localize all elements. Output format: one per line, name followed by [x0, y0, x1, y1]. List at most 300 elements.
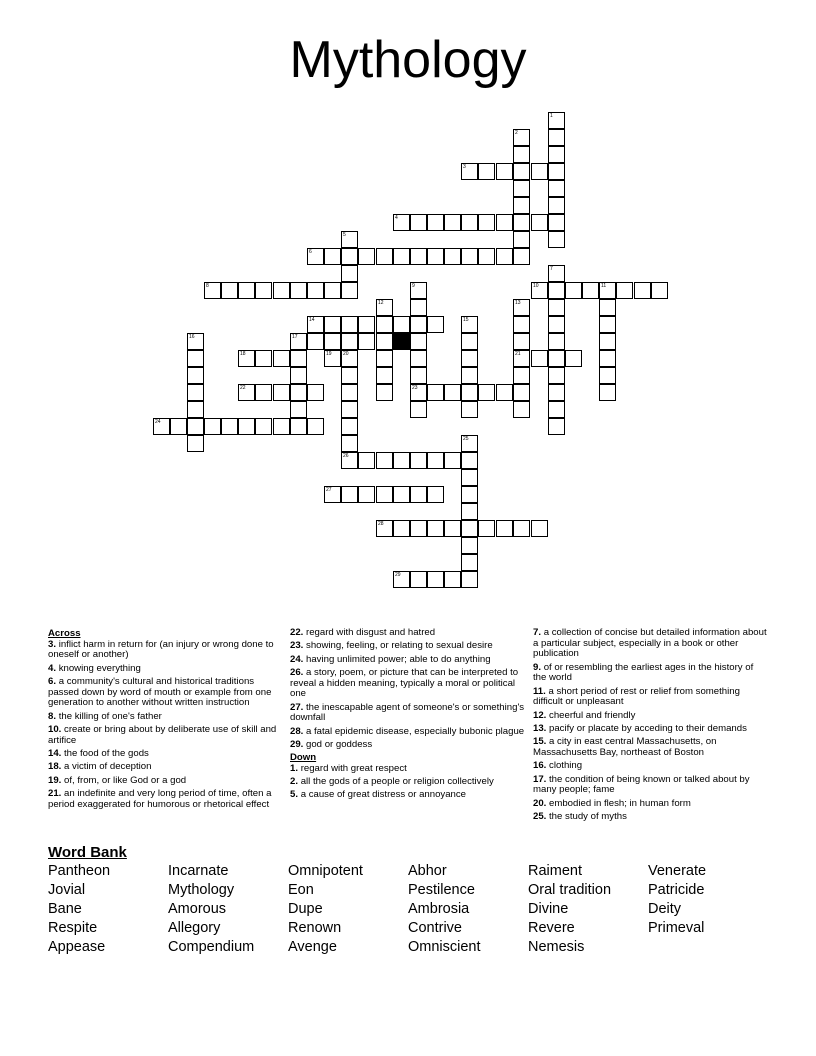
grid-cell[interactable] [461, 554, 478, 571]
grid-cell[interactable] [548, 180, 565, 197]
grid-cell[interactable] [341, 231, 358, 248]
grid-cell[interactable] [341, 367, 358, 384]
grid-cell[interactable] [565, 350, 582, 367]
clue-section-heading: Down [290, 752, 317, 764]
grid-cell[interactable] [461, 486, 478, 503]
clue-text: showing, feeling, or relating to sexual desire [306, 640, 493, 652]
grid-cell[interactable] [496, 248, 513, 265]
grid-cell[interactable] [341, 333, 358, 350]
grid-cell[interactable] [461, 367, 478, 384]
clue-number: 15 [463, 317, 469, 323]
grid-cell[interactable] [324, 350, 341, 367]
grid-cell[interactable] [496, 384, 513, 401]
clue-number: 10. [48, 724, 62, 735]
grid-cell[interactable] [341, 435, 358, 452]
grid-cell[interactable] [531, 350, 548, 367]
word-bank-item: Allegory [168, 920, 221, 936]
word-bank-item: Deity [648, 901, 682, 917]
grid-cell[interactable] [461, 384, 478, 401]
grid-cell[interactable] [238, 350, 255, 367]
grid-cell[interactable] [548, 418, 565, 435]
grid-cell[interactable] [341, 282, 358, 299]
grid-cell[interactable] [444, 214, 461, 231]
grid-cell[interactable] [599, 299, 616, 316]
clue-item [533, 737, 769, 758]
grid-cell[interactable] [393, 520, 410, 537]
grid-cell[interactable] [513, 384, 530, 401]
word-bank-item: Revere [528, 920, 575, 936]
grid-cell[interactable] [273, 282, 290, 299]
grid-cell[interactable] [461, 537, 478, 554]
grid-cell[interactable] [548, 367, 565, 384]
grid-cell[interactable] [496, 163, 513, 180]
clue-text: god or goddess [306, 738, 373, 750]
clue-number: 17 [292, 334, 298, 340]
grid-cell[interactable] [427, 520, 444, 537]
clue-number: 18 [240, 351, 246, 357]
grid-cell[interactable] [548, 384, 565, 401]
grid-cell[interactable] [513, 401, 530, 418]
clue-text: cheerful and friendly [549, 709, 636, 721]
grid-cell[interactable] [341, 452, 358, 469]
grid-cell[interactable] [461, 503, 478, 520]
clue-text: a collection of concise but detailed information about a particular subject, especially in a book or other publication [533, 627, 767, 660]
grid-cell[interactable] [204, 282, 221, 299]
grid-cell[interactable] [410, 282, 427, 299]
clue-text: all the gods of a people or religion collectively [300, 776, 494, 788]
clue-text: a fatal epidemic disease, especially bubonic plague [306, 725, 525, 737]
clue-number: 20 [343, 351, 349, 357]
word-bank-item: Pantheon [48, 863, 111, 879]
grid-cell[interactable] [531, 282, 548, 299]
grid-cell[interactable] [548, 282, 565, 299]
grid-cell[interactable] [410, 401, 427, 418]
clue-number: 16. [533, 760, 547, 772]
grid-cell[interactable] [599, 384, 616, 401]
grid-cell[interactable] [548, 112, 565, 129]
grid-cell[interactable] [341, 265, 358, 282]
grid-cell[interactable] [513, 146, 530, 163]
grid-cell[interactable] [307, 384, 324, 401]
word-bank-item: Compendium [168, 939, 255, 955]
grid-cell[interactable] [358, 486, 375, 503]
clue-number: 11 [601, 283, 607, 289]
grid-cell[interactable] [376, 367, 393, 384]
clue-number: 24 [155, 419, 161, 425]
clue-text: pacify or placate by acceding to their demands [549, 723, 747, 734]
grid-cell[interactable] [548, 129, 565, 146]
grid-cell[interactable] [461, 469, 478, 486]
grid-cell[interactable] [307, 418, 324, 435]
clue-number: 1 [550, 113, 553, 119]
grid-cell[interactable] [599, 333, 616, 350]
clue-text: a short period of rest or relief from something difficult or unpleasant [533, 685, 740, 708]
grid-cell[interactable] [187, 435, 204, 452]
clue-text: a story, poem, or picture that can be interpreted to reveal a hidden meaning, typically a moral or political one [290, 666, 519, 700]
clue-number: 23. [290, 640, 304, 652]
word-bank-item: Primeval [648, 920, 705, 936]
clue-text: inflict harm in return for (an injury or wrong done to oneself or another) [48, 638, 274, 661]
clue-text: clothing [549, 760, 583, 772]
grid-cell[interactable] [324, 282, 341, 299]
grid-cell[interactable] [444, 248, 461, 265]
grid-cell[interactable] [599, 350, 616, 367]
clue-number: 26. [290, 666, 304, 678]
clue-item [290, 740, 526, 751]
grid-cell[interactable] [290, 418, 307, 435]
clue-number: 3 [463, 164, 466, 170]
clue-text: a community's cultural and historical traditions passed down by word of mouth or example from one generation to another without written instruction [48, 676, 272, 709]
grid-cell[interactable] [341, 350, 358, 367]
grid-cell[interactable] [478, 384, 495, 401]
grid-cell[interactable] [513, 197, 530, 214]
grid-cell[interactable] [513, 163, 530, 180]
grid-cell[interactable] [410, 299, 427, 316]
grid-cell[interactable] [410, 248, 427, 265]
grid-cell[interactable] [376, 333, 393, 350]
word-bank-item: Oral tradition [528, 882, 612, 898]
word-bank-item: Ambrosia [408, 901, 470, 917]
word-bank-item: Divine [528, 901, 569, 917]
grid-cell[interactable] [410, 214, 427, 231]
grid-cell[interactable] [376, 299, 393, 316]
clue-text: the condition of being known or talked about by many people; fame [533, 773, 750, 796]
grid-cell[interactable] [255, 282, 272, 299]
grid-cell[interactable] [393, 316, 410, 333]
grid-cell[interactable] [599, 367, 616, 384]
grid-cell[interactable] [221, 418, 238, 435]
grid-cell[interactable] [478, 163, 495, 180]
word-bank-item: Incarnate [168, 863, 229, 879]
grid-cell[interactable] [548, 197, 565, 214]
grid-cell[interactable] [187, 333, 204, 350]
clue-item [290, 655, 526, 666]
grid-cell[interactable] [513, 316, 530, 333]
grid-cell[interactable] [461, 435, 478, 452]
grid-cell[interactable] [427, 452, 444, 469]
clue-number: 5 [343, 232, 346, 238]
grid-cell[interactable] [290, 384, 307, 401]
grid-cell[interactable] [427, 248, 444, 265]
grid-cell[interactable] [376, 452, 393, 469]
clue-number: 21. [48, 787, 62, 799]
grid-cell[interactable] [410, 367, 427, 384]
grid-cell[interactable] [548, 333, 565, 350]
grid-cell[interactable] [376, 486, 393, 503]
clue-item [48, 789, 284, 810]
clue-item [290, 628, 526, 639]
grid-cell[interactable] [255, 418, 272, 435]
grid-cell[interactable] [341, 401, 358, 418]
clue-item [290, 668, 526, 700]
grid-cell[interactable] [616, 282, 633, 299]
grid-cell[interactable] [461, 401, 478, 418]
grid-cell[interactable] [358, 333, 375, 350]
grid-cell[interactable] [273, 350, 290, 367]
grid-cell[interactable] [410, 452, 427, 469]
grid-cell[interactable] [461, 571, 478, 588]
clue-item [48, 640, 284, 661]
grid-cell[interactable] [238, 418, 255, 435]
grid-cell[interactable] [376, 248, 393, 265]
grid-cell[interactable] [410, 333, 427, 350]
grid-cell[interactable] [376, 316, 393, 333]
clue-number: 7. [533, 627, 542, 638]
grid-cell[interactable] [651, 282, 668, 299]
grid-cell[interactable] [427, 384, 444, 401]
grid-cell[interactable] [548, 265, 565, 282]
grid-cell[interactable] [358, 316, 375, 333]
grid-cell[interactable] [427, 571, 444, 588]
grid-cell[interactable] [461, 316, 478, 333]
clue-item [533, 775, 769, 796]
clue-item [290, 703, 526, 724]
grid-cell[interactable] [599, 316, 616, 333]
word-bank-item: Respite [48, 920, 98, 936]
grid-cell[interactable] [461, 163, 478, 180]
word-bank-item: Nemesis [528, 939, 585, 955]
clue-number: 9 [412, 283, 415, 289]
word-bank-item: Dupe [288, 901, 323, 917]
grid-cell[interactable] [513, 520, 530, 537]
clue-number: 3. [48, 638, 57, 650]
grid-cell[interactable] [255, 384, 272, 401]
grid-cell[interactable] [341, 316, 358, 333]
grid-cell[interactable] [478, 520, 495, 537]
grid-cell[interactable] [496, 520, 513, 537]
clue-text: the study of myths [549, 810, 627, 822]
clue-number: 21 [515, 351, 521, 357]
clue-number: 23 [412, 385, 418, 391]
grid-cell[interactable] [461, 520, 478, 537]
grid-cell[interactable] [513, 333, 530, 350]
grid-cell[interactable] [324, 333, 341, 350]
grid-cell[interactable] [427, 214, 444, 231]
grid-cell[interactable] [307, 333, 324, 350]
grid-cell[interactable] [548, 401, 565, 418]
grid-cell[interactable] [548, 299, 565, 316]
grid-cell[interactable] [548, 146, 565, 163]
clue-number: 29 [395, 572, 401, 578]
word-bank-item: Pestilence [408, 882, 475, 898]
clue-number: 2. [290, 776, 299, 788]
grid-cell[interactable] [513, 214, 530, 231]
word-bank-item: Avenge [288, 939, 337, 955]
grid-cell[interactable] [478, 214, 495, 231]
grid-cell[interactable] [273, 418, 290, 435]
grid-cell[interactable] [513, 299, 530, 316]
grid-cell[interactable] [548, 214, 565, 231]
grid-cell[interactable] [478, 248, 495, 265]
grid-cell[interactable] [410, 384, 427, 401]
grid-cell[interactable] [221, 282, 238, 299]
clue-number: 28. [290, 725, 304, 737]
grid-cell[interactable] [461, 248, 478, 265]
clue-text: the inescapable agent of someone's or something's downfall [290, 701, 525, 724]
word-bank-item: Raiment [528, 863, 582, 879]
clue-text: knowing everything [58, 662, 141, 674]
clue-item [48, 677, 284, 709]
word-bank-item: Eon [288, 882, 314, 898]
grid-cell[interactable] [393, 486, 410, 503]
grid-cell[interactable] [513, 350, 530, 367]
grid-cell[interactable] [290, 401, 307, 418]
clue-number: 14. [48, 748, 62, 759]
clue-number: 6. [48, 676, 57, 687]
grid-cell[interactable] [582, 282, 599, 299]
clue-item [290, 777, 526, 788]
grid-cell[interactable] [187, 350, 204, 367]
grid-cell[interactable] [548, 350, 565, 367]
grid-cell[interactable] [324, 486, 341, 503]
grid-cell[interactable] [393, 214, 410, 231]
grid-cell[interactable] [307, 282, 324, 299]
clue-item [290, 790, 526, 801]
grid-cell[interactable] [187, 401, 204, 418]
clue-text: having unlimited power; able to do anything [306, 653, 491, 665]
clue-number: 1. [290, 762, 299, 774]
grid-cell[interactable] [187, 384, 204, 401]
clue-item [533, 724, 769, 735]
grid-cell[interactable] [599, 282, 616, 299]
clue-number: 28 [378, 521, 384, 527]
clue-number: 4 [395, 215, 398, 221]
grid-cell[interactable] [290, 333, 307, 350]
clues-middle-column [290, 628, 526, 804]
grid-cell[interactable] [255, 350, 272, 367]
grid-cell[interactable] [341, 486, 358, 503]
grid-cell[interactable] [531, 520, 548, 537]
clue-text: of, from, or like God or a god [64, 774, 187, 786]
grid-cell[interactable] [238, 384, 255, 401]
grid-cell[interactable] [307, 248, 324, 265]
grid-cell[interactable] [290, 350, 307, 367]
clue-number: 12 [378, 300, 384, 306]
clue-text: the killing of one's father [58, 710, 162, 722]
clue-text: a victim of deception [64, 761, 152, 773]
clue-text: create or bring about by deliberate use of skill and artifice [48, 724, 277, 746]
word-bank-title: Word Bank [48, 844, 127, 861]
clue-text: regard with great respect [300, 762, 407, 774]
grid-cell[interactable] [187, 367, 204, 384]
grid-cell[interactable] [427, 316, 444, 333]
word-bank-item: Contrive [408, 920, 462, 936]
grid-cell[interactable] [273, 384, 290, 401]
clue-number: 4. [48, 662, 57, 674]
grid-cell[interactable] [531, 214, 548, 231]
grid-cell[interactable] [513, 129, 530, 146]
grid-cell[interactable] [341, 384, 358, 401]
grid-cell[interactable] [461, 350, 478, 367]
clue-item [290, 727, 526, 738]
grid-cell[interactable] [410, 316, 427, 333]
grid-cell[interactable] [358, 248, 375, 265]
clue-item [48, 664, 284, 675]
word-bank-item: Renown [288, 920, 342, 936]
grid-cell[interactable] [461, 214, 478, 231]
grid-cell[interactable] [444, 384, 461, 401]
grid-cell[interactable] [307, 316, 324, 333]
grid-cell[interactable] [461, 333, 478, 350]
clue-item [290, 764, 526, 775]
grid-cell[interactable] [341, 248, 358, 265]
clue-number: 25. [533, 810, 547, 822]
clue-item [533, 663, 769, 684]
grid-cell[interactable] [513, 367, 530, 384]
grid-cell[interactable] [376, 384, 393, 401]
grid-cell[interactable] [187, 418, 204, 435]
grid-cell[interactable] [513, 180, 530, 197]
grid-cell[interactable] [548, 163, 565, 180]
clues-down-column [533, 628, 769, 825]
clue-number: 8. [48, 710, 57, 722]
word-bank-item: Patricide [648, 882, 705, 898]
grid-cell[interactable] [341, 418, 358, 435]
grid-cell[interactable] [531, 163, 548, 180]
clue-text: of or resembling the earliest ages in the history of the world [533, 661, 754, 684]
clue-number: 7 [550, 266, 553, 272]
word-bank-item: Venerate [648, 863, 707, 879]
grid-cell[interactable] [427, 486, 444, 503]
grid-cell[interactable] [410, 486, 427, 503]
grid-cell[interactable] [204, 418, 221, 435]
clue-number: 6 [309, 249, 312, 255]
clue-number: 9. [533, 661, 542, 673]
grid-cell[interactable] [376, 350, 393, 367]
grid-cell[interactable] [548, 316, 565, 333]
grid-cell[interactable] [410, 520, 427, 537]
grid-cell[interactable] [153, 418, 170, 435]
clue-section-heading: Across [48, 628, 81, 639]
grid-cell[interactable] [376, 520, 393, 537]
grid-cell[interactable] [324, 248, 341, 265]
clue-number: 2 [515, 130, 518, 136]
grid-cell[interactable] [290, 367, 307, 384]
clue-item [48, 725, 284, 746]
word-bank-item: Omnipotent [288, 863, 363, 879]
clue-number: 14 [309, 317, 315, 323]
clue-number: 19 [326, 351, 332, 357]
grid-cell[interactable] [410, 350, 427, 367]
grid-cell[interactable] [324, 316, 341, 333]
grid-cell[interactable] [170, 418, 187, 435]
grid-cell[interactable] [393, 248, 410, 265]
grid-cell[interactable] [513, 231, 530, 248]
word-bank-item: Amorous [168, 901, 227, 917]
clue-text: embodied in flesh; in human form [549, 797, 691, 809]
grid-cell[interactable] [548, 231, 565, 248]
grid-cell[interactable] [393, 571, 410, 588]
grid-cell[interactable] [513, 248, 530, 265]
clue-text: a city in east central Massachusetts, on Massachusetts Bay, northeast of Boston [533, 736, 717, 758]
grid-cell[interactable] [444, 520, 461, 537]
grid-cell[interactable] [358, 452, 375, 469]
grid-cell[interactable] [238, 282, 255, 299]
grid-cell[interactable] [410, 571, 427, 588]
clue-number: 13 [515, 300, 521, 306]
grid-cell[interactable] [290, 282, 307, 299]
grid-cell[interactable] [461, 452, 478, 469]
grid-cell[interactable] [496, 214, 513, 231]
grid-cell[interactable] [565, 282, 582, 299]
grid-cell[interactable] [634, 282, 651, 299]
grid-cell[interactable] [393, 452, 410, 469]
grid-cell[interactable] [444, 452, 461, 469]
clue-text: the food of the gods [64, 748, 149, 759]
clue-number: 29. [290, 738, 304, 750]
grid-cell[interactable] [444, 571, 461, 588]
clue-number: 20. [533, 797, 547, 809]
